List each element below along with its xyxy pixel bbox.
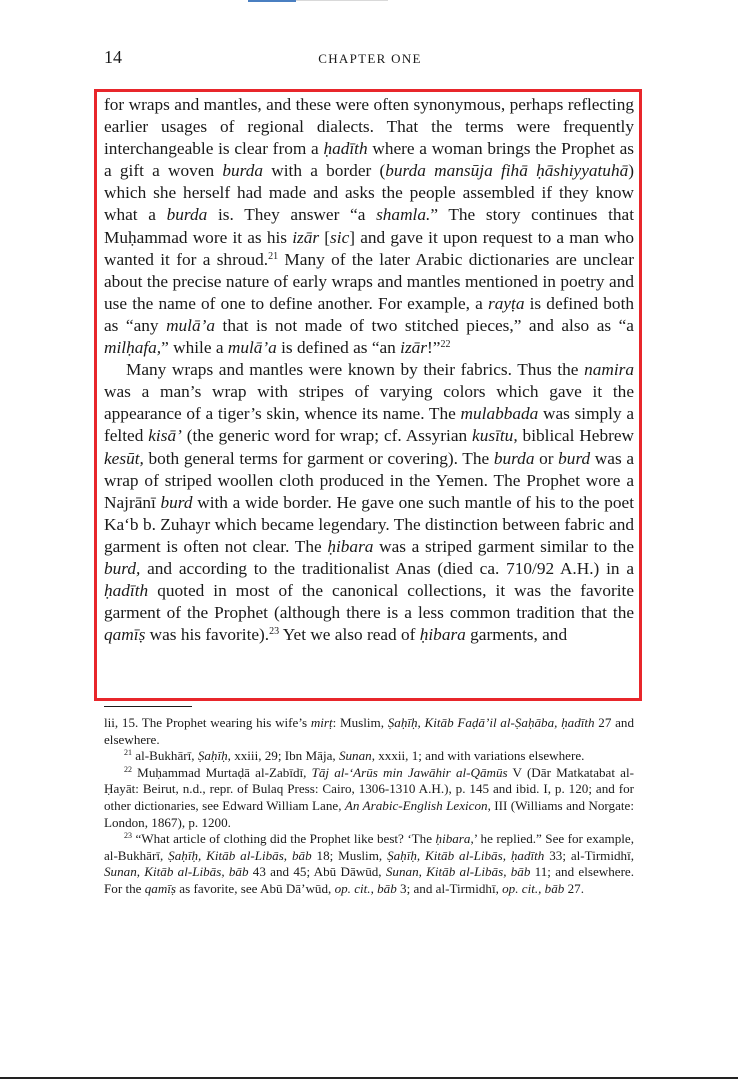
top-rule [296,0,388,1]
text-span: and according to the traditionalist Anas (died ca. 710/92 A.H.) in a [140,558,634,578]
text-span: 18; Muslim, [311,847,388,863]
text-span: ” while a [161,338,228,358]
main-text-block [104,94,634,646]
italic-term: Sunan, Kitāb al-Libās, bāb [385,864,531,880]
italic-term: izār [400,338,428,358]
text-span: [ [319,227,331,247]
text-span: both general terms for garment or covering). The [143,448,494,468]
text-span: lii, 15. The Prophet wearing his wife’s [104,715,311,730]
bottom-rule [0,1077,738,1079]
italic-term: burd [160,492,193,512]
text-span: al-Bukhārī, [132,748,198,764]
italic-term: mulabbada [460,404,539,424]
italic-term: ḥibara [435,831,471,847]
italic-term: Tāj al-‘Arūs min Jawāhir al-Qāmūs [311,764,508,780]
text-span: or [534,448,559,468]
footnote-number: 21 [124,748,132,758]
text-span: 11; and elsewhere. For the [104,864,635,896]
text-span: ) which she herself had made and asks the people assembled if they know what a [104,161,634,225]
text-span: (the generic word for wrap; cf. Assyrian [181,426,473,446]
italic-term: burda [222,161,264,181]
italic-term: op. cit., bāb [334,880,397,896]
text-span: 3; and al-Tirmidhī, [396,880,503,896]
text-span: ] and gave it upon request to a man who wanted it for a shroud. [104,227,635,269]
footnote-continuation [104,715,634,748]
text-span: ,’ he replied.” See for example, al-Bukhārī, [104,831,635,863]
text-span: was his favorite). [145,625,270,645]
text-span: for wraps and mantles, and these were often synonymous, perhaps reflecting earlier usages of regional dialects. That the terms were frequently interchangeable is clear from a [104,95,634,159]
italic-term: kesūt, [104,448,144,468]
text-span: 27. [564,880,584,896]
paragraph-1 [104,94,634,359]
italic-term: An Arabic-English Lexicon [344,797,488,813]
italic-term: Sunan [338,748,372,764]
italic-term: burd, [104,558,141,578]
italic-term: Ṣaḥīḥ, Kitāb al-Libās, ḥadīth [387,847,545,863]
italic-term: qamīṣ [104,625,146,645]
footnote-separator [104,706,192,707]
text-span: : Muslim, [332,715,388,730]
italic-term: milḥafa, [104,338,162,358]
footnote-21 [104,748,634,765]
italic-term: shamla. [376,205,431,225]
text-span: is defined both as “any [104,293,635,335]
text-span: is. They answer “a [207,205,377,225]
italic-term: Ṣaḥīḥ, Kitāb Faḍā’il al-Ṣaḥāba, ḥadīth [387,715,595,730]
italic-term: burd [558,448,591,468]
page-number: 14 [104,47,122,67]
text-span: Many wraps and mantles were known by their fabrics. Thus the [126,360,585,380]
italic-term: Sunan, Kitāb al-Libās, bāb [104,864,249,880]
italic-term: namira [584,360,634,380]
text-span: quoted in most of the canonical collections, it was the favorite garment of the Prophet (although there is a less common tradition that the [104,581,634,623]
italic-term: kisā’ [148,426,182,446]
text-span: , xxxii, 1; and with variations elsewhere. [371,748,585,764]
italic-term: izār [292,227,320,247]
text-span: !” [427,338,441,358]
text-span: Muḥammad Murtaḍā al-Zabīdī, [132,764,312,780]
footnote-22 [104,765,634,831]
italic-term: op. cit., bāb [502,880,565,896]
text-span: with a border ( [263,161,386,181]
italic-term: ḥadīth [104,581,149,601]
text-span: 27 and elsewhere. [104,715,635,747]
footnote-ref-22[interactable]: 22 [440,339,451,351]
text-span: was a man’s wrap with stripes of varying colors which gave it the appearance of a tiger’s skin, whence its name. The [104,382,634,424]
italic-term: mulā’a [227,338,277,358]
italic-term: ḥibara [327,536,374,556]
text-span: with a wide border. He gave one such mantle of his to the poet Ka‘b b. Zuhayr which became legendary. The distinction between fabric and garment is often not clear. The [104,492,634,556]
text-span: is defined as “an [276,338,401,358]
italic-term: burda [166,205,208,225]
text-span: V (Dār Matkatabat al-Ḥayāt: Beirut, n.d., repr. of Bulaq Press: Cairo, 1306-1310 A.H.), p. 145 and ibid. I, p. 120; and for other dictionaries, see Edward William Lane, [104,764,634,813]
text-span: garments, and [465,625,568,645]
italic-term: qamīṣ [144,880,177,896]
italic-term: mulā’a [166,315,216,335]
italic-term: burda mansūja fihā ḥāshiyyatuhā [385,161,629,181]
running-head: CHAPTER ONE [318,51,422,66]
text-span: was a striped garment similar to the [373,536,634,556]
italic-term: sic [330,227,350,247]
text-span: was a wrap of striped woollen cloth produced in the Yemen. The Prophet wore a Najrānī [104,448,634,512]
italic-term: ḥadīth [323,139,368,159]
text-span: ” The story continues that Muḥammad wore it as his [104,205,634,247]
italic-term: rayṭa [487,293,525,313]
text-span: , xxiii, 29; Ibn Māja, [227,748,339,764]
italic-term: ḥibara [419,625,466,645]
italic-term: burda [493,448,535,468]
italic-term: kusītu, [472,426,518,446]
top-accent-bar [248,0,296,2]
text-span: biblical Hebrew [517,426,634,446]
text-span: , III (Williams and Norgate: London, 1867), p. 1200. [104,797,635,830]
text-span: where a woman brings the Prophet as a gift a woven [104,139,634,181]
italic-term: Ṣaḥīḥ [197,748,228,764]
text-span: “What article of clothing did the Prophet like best? ‘The [132,831,436,847]
footnote-ref-21[interactable]: 21 [268,250,279,262]
italic-term: mirṭ [310,715,333,730]
paragraph-2 [104,359,634,646]
footnote-ref-23[interactable]: 23 [269,626,280,638]
text-span: Many of the later Arabic dictionaries are unclear about the precise nature of early wraps and mantles mentioned in poetry and use the name of one to define another. For example, a [104,249,634,313]
footnote-23 [104,831,634,897]
text-span: that is not made of two stitched pieces,” and also as “a [215,315,634,335]
footnotes-block [104,715,634,898]
text-span: Yet we also read of [279,625,420,645]
text-span: 43 and 45; Abū Dāwūd, [248,864,386,880]
footnote-number: 22 [124,764,132,774]
italic-term: Ṣaḥīḥ, Kitāb al-Libās, bāb [168,847,312,863]
text-span: was simply a felted [104,404,635,446]
text-span: 33; al-Tirmidhī, [544,847,635,863]
footnote-number: 23 [124,831,132,841]
text-span: as favorite, see Abū Dā’wūd, [176,880,335,896]
